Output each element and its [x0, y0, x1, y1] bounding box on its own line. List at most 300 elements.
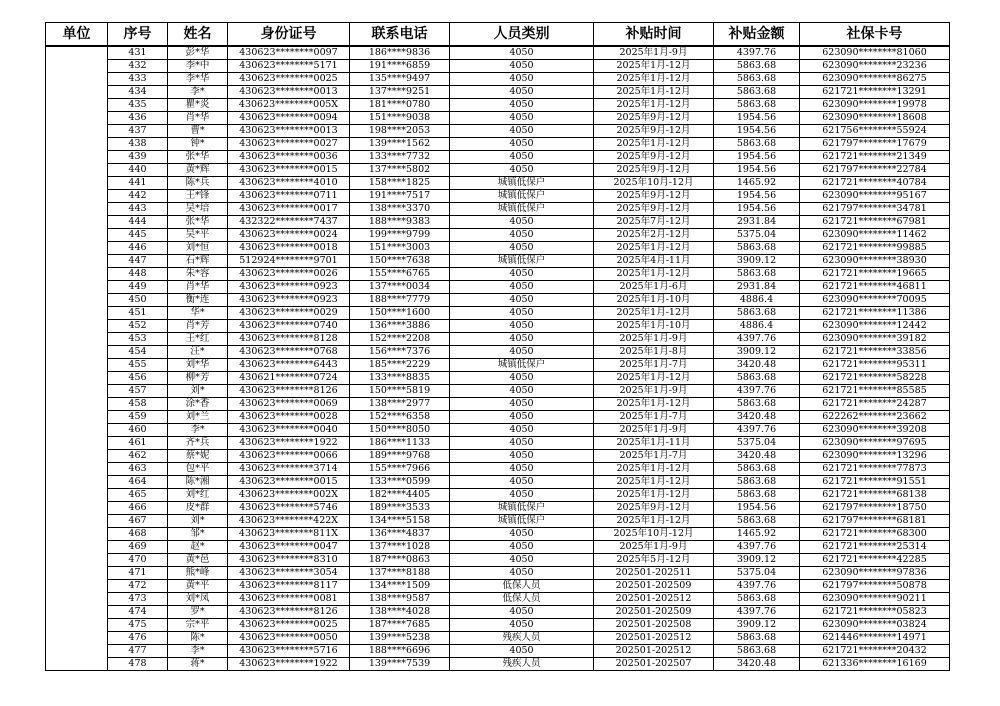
social-card-cell: 621721********42285 — [800, 554, 950, 567]
subsidy-period-cell: 202501-202509 — [594, 606, 714, 619]
table-row — [46, 619, 950, 632]
name-cell: 刘*兰 — [168, 411, 228, 424]
id-number-cell: 430623********5171 — [228, 60, 350, 73]
seq-cell: 448 — [108, 268, 168, 281]
phone-cell: 152****6358 — [350, 411, 450, 424]
seq-cell: 441 — [108, 177, 168, 190]
seq-cell: 450 — [108, 294, 168, 307]
phone-cell: 191****7517 — [350, 190, 450, 203]
id-number-cell: 430623********8117 — [228, 580, 350, 593]
seq-cell: 443 — [108, 203, 168, 216]
table-row — [46, 528, 950, 541]
name-cell: 陈*湘 — [168, 476, 228, 489]
phone-cell: 155****6765 — [350, 268, 450, 281]
table-row — [46, 515, 950, 528]
subsidy-period-cell: 202501-202507 — [594, 658, 714, 671]
id-number-cell: 430623********0040 — [228, 424, 350, 437]
category-cell: 4050 — [450, 73, 594, 86]
table-row — [46, 151, 950, 164]
category-cell: 4050 — [450, 645, 594, 658]
subsidy-amount-cell: 5863.68 — [714, 632, 800, 645]
table-row — [46, 450, 950, 463]
category-cell: 4050 — [450, 385, 594, 398]
id-number-cell: 430623********0768 — [228, 346, 350, 359]
id-number-cell: 430623********1922 — [228, 437, 350, 450]
social-card-cell: 623090********90211 — [800, 593, 950, 606]
subsidy-amount-cell: 3909.12 — [714, 255, 800, 268]
seq-cell: 474 — [108, 606, 168, 619]
phone-cell: 187****0863 — [350, 554, 450, 567]
phone-cell: 134****1509 — [350, 580, 450, 593]
social-card-cell: 623090********11462 — [800, 229, 950, 242]
name-cell: 肖*华 — [168, 112, 228, 125]
table-row — [46, 177, 950, 190]
subsidy-amount-cell: 1465.92 — [714, 528, 800, 541]
subsidy-amount-cell: 1954.56 — [714, 203, 800, 216]
id-number-cell: 432322********7437 — [228, 216, 350, 229]
id-number-cell: 430623********0081 — [228, 593, 350, 606]
category-cell: 城镇低保户 — [450, 502, 594, 515]
name-cell: 张*华 — [168, 216, 228, 229]
name-cell: 齐*兵 — [168, 437, 228, 450]
subsidy-amount-cell: 4886.4 — [714, 294, 800, 307]
table-row — [46, 502, 950, 515]
subsidy-amount-cell: 5863.68 — [714, 138, 800, 151]
table-row — [46, 437, 950, 450]
seq-cell: 457 — [108, 385, 168, 398]
subsidy-period-cell: 2025年1月-12月 — [594, 268, 714, 281]
phone-cell: 151****9038 — [350, 112, 450, 125]
seq-cell: 477 — [108, 645, 168, 658]
phone-cell: 155****7966 — [350, 463, 450, 476]
category-cell: 4050 — [450, 151, 594, 164]
id-number-cell: 430623********6443 — [228, 359, 350, 372]
social-card-cell: 621336********16169 — [800, 658, 950, 671]
category-cell: 4050 — [450, 268, 594, 281]
category-cell: 4050 — [450, 60, 594, 73]
social-card-cell: 623090********12442 — [800, 320, 950, 333]
category-cell: 低保人员 — [450, 580, 594, 593]
category-cell: 4050 — [450, 125, 594, 138]
subsidy-amount-cell: 4397.76 — [714, 46, 800, 60]
category-cell: 4050 — [450, 554, 594, 567]
social-card-cell: 623090********86275 — [800, 73, 950, 86]
phone-cell: 158****1825 — [350, 177, 450, 190]
category-cell: 4050 — [450, 320, 594, 333]
seq-cell: 452 — [108, 320, 168, 333]
phone-cell: 139****1562 — [350, 138, 450, 151]
table-row — [46, 580, 950, 593]
name-cell: 吴*平 — [168, 229, 228, 242]
id-number-cell: 430623********0036 — [228, 151, 350, 164]
table-row — [46, 645, 950, 658]
subsidy-amount-cell: 5863.68 — [714, 645, 800, 658]
phone-cell: 182****4405 — [350, 489, 450, 502]
subsidy-period-cell: 2025年9月-12月 — [594, 164, 714, 177]
name-cell: 黄*邑 — [168, 554, 228, 567]
table-row — [46, 606, 950, 619]
phone-cell: 156****7376 — [350, 346, 450, 359]
phone-cell: 139****5238 — [350, 632, 450, 645]
seq-cell: 469 — [108, 541, 168, 554]
name-cell: 彭*华 — [168, 46, 228, 60]
table-row — [46, 463, 950, 476]
name-cell: 黄*平 — [168, 580, 228, 593]
id-number-cell: 430623********0923 — [228, 281, 350, 294]
table-row — [46, 359, 950, 372]
phone-cell: 137****5802 — [350, 164, 450, 177]
phone-cell: 136****4837 — [350, 528, 450, 541]
table-row — [46, 333, 950, 346]
subsidy-period-cell: 2025年1月-6月 — [594, 281, 714, 294]
table-body — [46, 46, 950, 671]
category-cell: 4050 — [450, 242, 594, 255]
phone-cell: 198****2053 — [350, 125, 450, 138]
id-number-cell: 430623********0024 — [228, 229, 350, 242]
category-cell: 4050 — [450, 476, 594, 489]
id-number-cell: 430623********0027 — [228, 138, 350, 151]
social-card-cell: 623090********95167 — [800, 190, 950, 203]
seq-cell: 470 — [108, 554, 168, 567]
category-cell: 4050 — [450, 528, 594, 541]
subsidy-period-cell: 2025年2月-12月 — [594, 229, 714, 242]
id-number-cell: 430623********422X — [228, 515, 350, 528]
seq-cell: 468 — [108, 528, 168, 541]
phone-cell: 135****9497 — [350, 73, 450, 86]
phone-cell: 150****8050 — [350, 424, 450, 437]
social-card-cell: 621721********13291 — [800, 86, 950, 99]
name-cell: 陈*兵 — [168, 177, 228, 190]
category-cell: 城镇低保户 — [450, 203, 594, 216]
seq-cell: 458 — [108, 398, 168, 411]
name-cell: 华* — [168, 307, 228, 320]
subsidy-amount-cell: 3420.48 — [714, 658, 800, 671]
id-number-cell: 430623********1922 — [228, 658, 350, 671]
table-row — [46, 632, 950, 645]
subsidy-period-cell: 2025年1月-10月 — [594, 320, 714, 333]
seq-cell: 455 — [108, 359, 168, 372]
subsidy-amount-cell: 5863.68 — [714, 463, 800, 476]
id-number-cell: 430623********811X — [228, 528, 350, 541]
id-number-cell: 430623********0013 — [228, 86, 350, 99]
id-number-cell: 430623********0097 — [228, 46, 350, 60]
name-cell: 李* — [168, 424, 228, 437]
phone-cell: 199****9799 — [350, 229, 450, 242]
table-row — [46, 281, 950, 294]
social-card-cell: 623090********81060 — [800, 46, 950, 60]
id-number-cell: 430623********0050 — [228, 632, 350, 645]
seq-cell: 478 — [108, 658, 168, 671]
subsidy-period-cell: 2025年5月-12月 — [594, 554, 714, 567]
category-cell: 4050 — [450, 229, 594, 242]
phone-cell: 134****5158 — [350, 515, 450, 528]
subsidy-amount-cell: 4397.76 — [714, 385, 800, 398]
name-cell: 朱*容 — [168, 268, 228, 281]
social-card-cell: 621797********22784 — [800, 164, 950, 177]
subsidy-period-cell: 2025年9月-12月 — [594, 190, 714, 203]
subsidy-amount-cell: 1954.56 — [714, 151, 800, 164]
subsidy-amount-cell: 5375.04 — [714, 567, 800, 580]
category-cell: 4050 — [450, 437, 594, 450]
name-cell: 肖*芳 — [168, 320, 228, 333]
subsidy-amount-cell: 3909.12 — [714, 554, 800, 567]
social-card-cell: 621721********67981 — [800, 216, 950, 229]
seq-cell: 471 — [108, 567, 168, 580]
name-cell: 蒋* — [168, 658, 228, 671]
table-row — [46, 138, 950, 151]
seq-cell: 467 — [108, 515, 168, 528]
subsidy-amount-cell: 1465.92 — [714, 177, 800, 190]
id-number-cell: 430623********0029 — [228, 307, 350, 320]
name-cell: 黄*辉 — [168, 164, 228, 177]
seq-cell: 436 — [108, 112, 168, 125]
phone-cell: 138****4028 — [350, 606, 450, 619]
table-row — [46, 398, 950, 411]
name-cell: 涂*香 — [168, 398, 228, 411]
name-cell: 李*华 — [168, 73, 228, 86]
social-card-cell: 621721********20432 — [800, 645, 950, 658]
name-cell: 宗*平 — [168, 619, 228, 632]
seq-cell: 432 — [108, 60, 168, 73]
social-card-cell: 621446********14971 — [800, 632, 950, 645]
subsidy-amount-cell: 5863.68 — [714, 307, 800, 320]
social-card-cell: 621721********68138 — [800, 489, 950, 502]
subsidy-amount-cell: 4397.76 — [714, 333, 800, 346]
social-card-cell: 623090********18608 — [800, 112, 950, 125]
seq-cell: 447 — [108, 255, 168, 268]
subsidy-period-cell: 2025年1月-9月 — [594, 424, 714, 437]
table-row — [46, 593, 950, 606]
seq-cell: 437 — [108, 125, 168, 138]
id-number-cell: 430623********0026 — [228, 268, 350, 281]
id-number-cell: 430623********0923 — [228, 294, 350, 307]
seq-cell: 440 — [108, 164, 168, 177]
phone-cell: 151****3003 — [350, 242, 450, 255]
phone-cell: 137****0034 — [350, 281, 450, 294]
phone-cell: 152****2208 — [350, 333, 450, 346]
category-cell: 4050 — [450, 46, 594, 60]
category-cell: 4050 — [450, 463, 594, 476]
subsidy-period-cell: 2025年1月-12月 — [594, 73, 714, 86]
name-cell: 王*红 — [168, 333, 228, 346]
subsidy-period-cell: 2025年9月-12月 — [594, 502, 714, 515]
table-row — [46, 372, 950, 385]
phone-cell: 138****2977 — [350, 398, 450, 411]
table-row — [46, 424, 950, 437]
header-id-number: 身份证号 — [228, 23, 350, 47]
phone-cell: 188****6696 — [350, 645, 450, 658]
subsidy-amount-cell: 1954.56 — [714, 502, 800, 515]
social-card-cell: 622262********23662 — [800, 411, 950, 424]
name-cell: 张*华 — [168, 151, 228, 164]
category-cell: 4050 — [450, 606, 594, 619]
id-number-cell: 430623********0711 — [228, 190, 350, 203]
seq-cell: 435 — [108, 99, 168, 112]
seq-cell: 444 — [108, 216, 168, 229]
category-cell: 4050 — [450, 99, 594, 112]
name-cell: 王*锋 — [168, 190, 228, 203]
social-card-cell: 621756********55924 — [800, 125, 950, 138]
name-cell: 衡*连 — [168, 294, 228, 307]
social-card-cell: 623090********19978 — [800, 99, 950, 112]
subsidy-period-cell: 2025年9月-12月 — [594, 112, 714, 125]
name-cell: 赵* — [168, 541, 228, 554]
seq-cell: 473 — [108, 593, 168, 606]
subsidy-amount-cell: 5863.68 — [714, 398, 800, 411]
seq-cell: 453 — [108, 333, 168, 346]
phone-cell: 181****0780 — [350, 99, 450, 112]
subsidy-period-cell: 2025年1月-7月 — [594, 450, 714, 463]
subsidy-amount-cell: 4886.4 — [714, 320, 800, 333]
table-row — [46, 125, 950, 138]
subsidy-period-cell: 2025年1月-12月 — [594, 242, 714, 255]
header-social-card: 社保卡号 — [800, 23, 950, 47]
table-row — [46, 99, 950, 112]
social-card-cell: 621721********40784 — [800, 177, 950, 190]
table-row — [46, 46, 950, 60]
social-card-cell: 621721********95311 — [800, 359, 950, 372]
social-card-cell: 621721********05823 — [800, 606, 950, 619]
table-row — [46, 190, 950, 203]
subsidy-period-cell: 2025年10月-12月 — [594, 528, 714, 541]
name-cell: 陈* — [168, 632, 228, 645]
table-row — [46, 86, 950, 99]
name-cell: 肖*华 — [168, 281, 228, 294]
table-row — [46, 320, 950, 333]
social-card-cell: 621721********25314 — [800, 541, 950, 554]
seq-cell: 463 — [108, 463, 168, 476]
phone-cell: 133****8835 — [350, 372, 450, 385]
category-cell: 4050 — [450, 619, 594, 632]
id-number-cell: 430623********5746 — [228, 502, 350, 515]
id-number-cell: 430623********0015 — [228, 164, 350, 177]
name-cell: 刘*华 — [168, 359, 228, 372]
seq-cell: 442 — [108, 190, 168, 203]
id-number-cell: 430623********0740 — [228, 320, 350, 333]
subsidy-amount-cell: 5863.68 — [714, 73, 800, 86]
table-row — [46, 203, 950, 216]
id-number-cell: 430623********3714 — [228, 463, 350, 476]
social-card-cell: 621721********85585 — [800, 385, 950, 398]
header-name: 姓名 — [168, 23, 228, 47]
name-cell: 包*平 — [168, 463, 228, 476]
id-number-cell: 430623********0025 — [228, 73, 350, 86]
name-cell: 刘*凤 — [168, 593, 228, 606]
header-subsidy-period: 补贴时间 — [594, 23, 714, 47]
subsidy-amount-cell: 1954.56 — [714, 125, 800, 138]
subsidy-amount-cell: 5863.68 — [714, 268, 800, 281]
id-number-cell: 430623********0025 — [228, 619, 350, 632]
subsidy-period-cell: 2025年1月-12月 — [594, 307, 714, 320]
table-row — [46, 346, 950, 359]
name-cell: 瞿*炎 — [168, 99, 228, 112]
name-cell: 吴*培 — [168, 203, 228, 216]
subsidy-amount-cell: 5375.04 — [714, 229, 800, 242]
name-cell: 罗* — [168, 606, 228, 619]
phone-cell: 137****1028 — [350, 541, 450, 554]
name-cell: 刘* — [168, 385, 228, 398]
seq-cell: 465 — [108, 489, 168, 502]
category-cell: 4050 — [450, 216, 594, 229]
id-number-cell: 430623********005X — [228, 99, 350, 112]
category-cell: 4050 — [450, 411, 594, 424]
id-number-cell: 430623********0028 — [228, 411, 350, 424]
seq-cell: 439 — [108, 151, 168, 164]
social-card-cell: 621721********46811 — [800, 281, 950, 294]
social-card-cell: 621721********91551 — [800, 476, 950, 489]
social-card-cell: 621721********77873 — [800, 463, 950, 476]
subsidy-period-cell: 2025年1月-12月 — [594, 372, 714, 385]
phone-cell: 191****6859 — [350, 60, 450, 73]
subsidy-period-cell: 202501-202512 — [594, 593, 714, 606]
table-row — [46, 229, 950, 242]
id-number-cell: 430623********5716 — [228, 645, 350, 658]
table-row — [46, 242, 950, 255]
category-cell: 4050 — [450, 138, 594, 151]
subsidy-period-cell: 202501-202512 — [594, 632, 714, 645]
category-cell: 4050 — [450, 164, 594, 177]
seq-cell: 466 — [108, 502, 168, 515]
phone-cell: 137****8188 — [350, 567, 450, 580]
subsidy-amount-cell: 5863.68 — [714, 99, 800, 112]
phone-cell: 136****3886 — [350, 320, 450, 333]
social-card-cell: 623090********03824 — [800, 619, 950, 632]
subsidy-period-cell: 2025年7月-12月 — [594, 216, 714, 229]
subsidy-period-cell: 2025年1月-10月 — [594, 294, 714, 307]
category-cell: 城镇低保户 — [450, 515, 594, 528]
phone-cell: 138****3370 — [350, 203, 450, 216]
subsidy-period-cell: 202501-202512 — [594, 645, 714, 658]
subsidy-amount-cell: 5863.68 — [714, 489, 800, 502]
subsidy-amount-cell: 4397.76 — [714, 424, 800, 437]
category-cell: 城镇低保户 — [450, 190, 594, 203]
subsidy-period-cell: 2025年1月-12月 — [594, 86, 714, 99]
subsidy-period-cell: 2025年1月-12月 — [594, 489, 714, 502]
subsidy-period-cell: 2025年1月-7月 — [594, 359, 714, 372]
subsidy-amount-cell: 3420.48 — [714, 411, 800, 424]
category-cell: 4050 — [450, 567, 594, 580]
phone-cell: 138****9587 — [350, 593, 450, 606]
subsidy-amount-cell: 5863.68 — [714, 476, 800, 489]
subsidy-period-cell: 202501-202509 — [594, 580, 714, 593]
seq-cell: 454 — [108, 346, 168, 359]
id-number-cell: 430623********0013 — [228, 125, 350, 138]
social-card-cell: 623090********13296 — [800, 450, 950, 463]
id-number-cell: 430623********8126 — [228, 606, 350, 619]
subsidy-period-cell: 2025年1月-12月 — [594, 99, 714, 112]
category-cell: 4050 — [450, 294, 594, 307]
phone-cell: 187****7685 — [350, 619, 450, 632]
id-number-cell: 430623********4010 — [228, 177, 350, 190]
social-card-cell: 621721********19665 — [800, 268, 950, 281]
name-cell: 钟* — [168, 138, 228, 151]
social-card-cell: 623090********23236 — [800, 60, 950, 73]
category-cell: 4050 — [450, 112, 594, 125]
header-phone: 联系电话 — [350, 23, 450, 47]
category-cell: 4050 — [450, 333, 594, 346]
table-row — [46, 567, 950, 580]
table-row — [46, 554, 950, 567]
social-card-cell: 623090********70095 — [800, 294, 950, 307]
subsidy-period-cell: 2025年1月-12月 — [594, 515, 714, 528]
subsidy-amount-cell: 2931.84 — [714, 216, 800, 229]
id-number-cell: 430623********002X — [228, 489, 350, 502]
id-number-cell: 430621********0724 — [228, 372, 350, 385]
subsidy-period-cell: 2025年1月-7月 — [594, 411, 714, 424]
subsidy-amount-cell: 3909.12 — [714, 619, 800, 632]
subsidy-amount-cell: 5863.68 — [714, 60, 800, 73]
phone-cell: 139****7539 — [350, 658, 450, 671]
